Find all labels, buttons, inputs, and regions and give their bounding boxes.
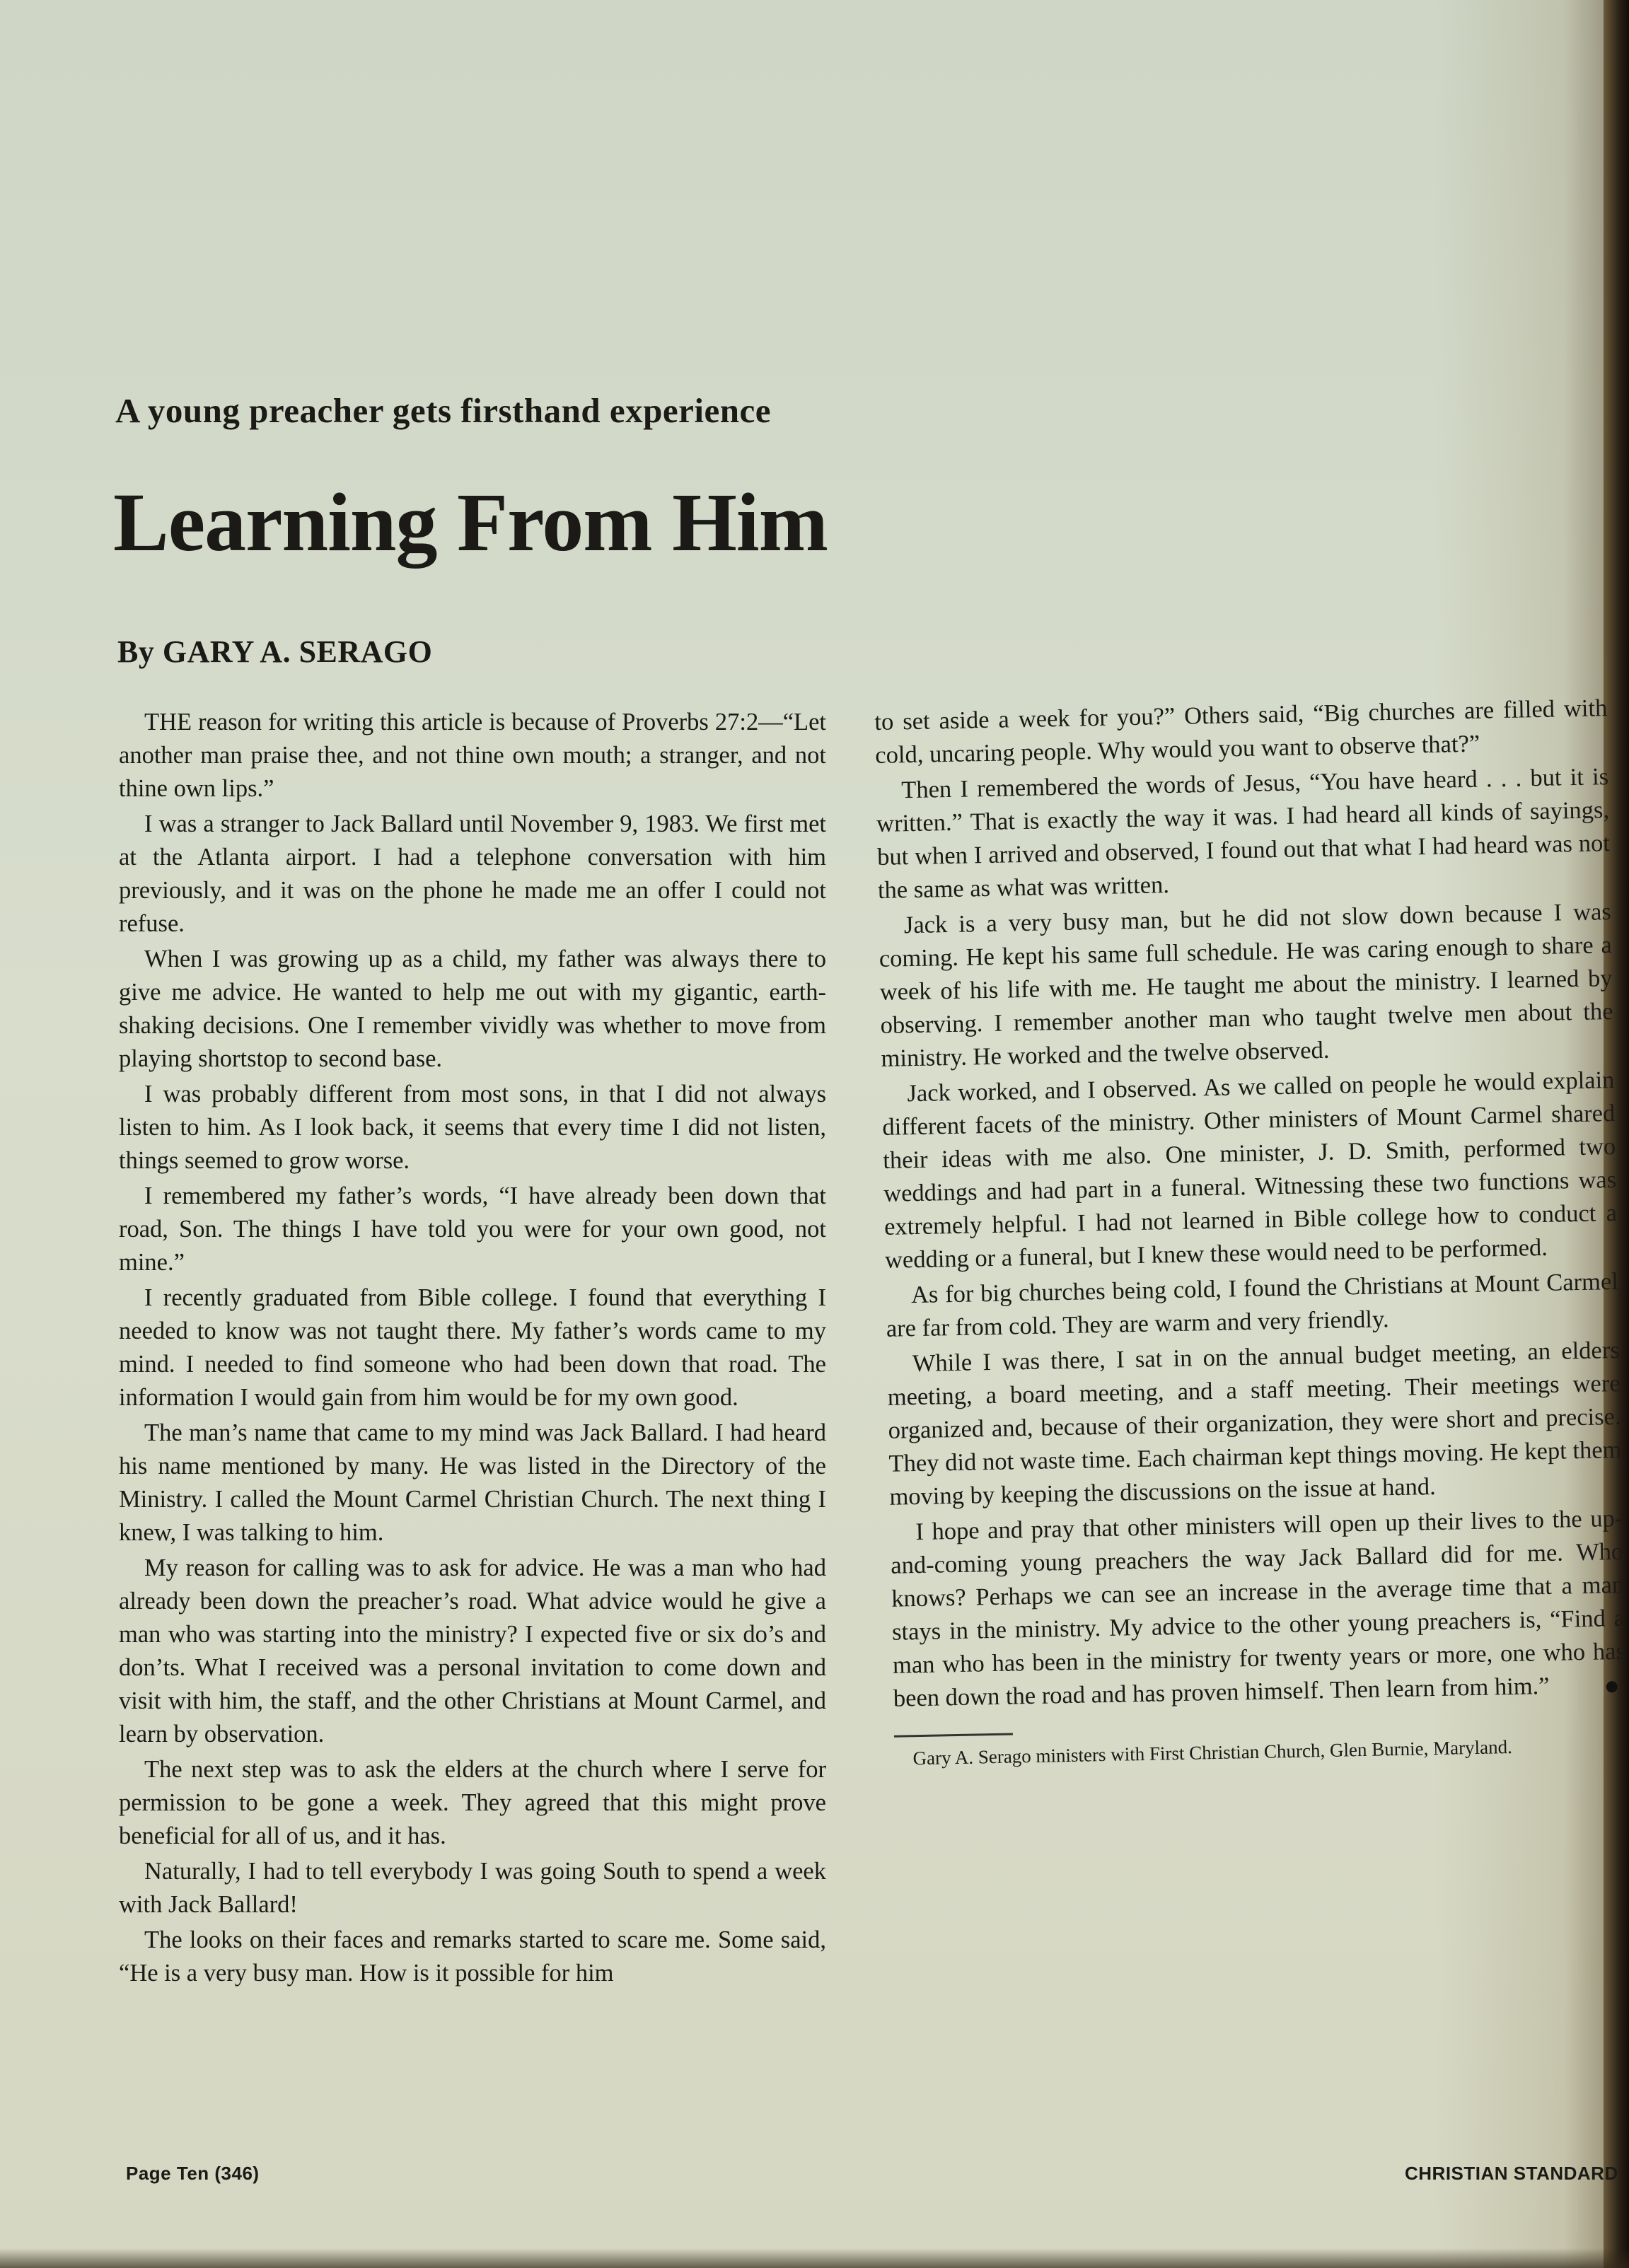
article-kicker: A young preacher gets firsthand experience	[115, 391, 771, 430]
paragraph: My reason for calling was to ask for advice. He was a man who had already been down the preacher’s road. What advice would he give a man who was starting into the ministry? I expected five or six do’s and don’ts. What I received was a personal invitation to come down and visit with him, the staff, and the other Christians at Mount Carmel, and learn by observation.	[119, 1554, 826, 1747]
magazine-name: CHRISTIAN STANDARD	[1405, 2163, 1618, 2184]
paragraph: When I was growing up as a child, my father was always there to give me advice. He wanted to help me out with my gigantic, earth-shaking decisions. One I remember vividly was whether to move from playing shortstop to second base.	[119, 946, 826, 1072]
paragraph: Jack is a very busy man, but he did not slow down because I was coming. He kept his same full schedule. He was caring enough to share a week of his life with me. He taught me about the ministry. I learned by observing. I remember another man who taught twelve men about the ministry. He worked and the twelve observed.	[879, 898, 1613, 1072]
end-of-article-bullet-icon	[1606, 1681, 1617, 1692]
paragraph: Naturally, I had to tell everybody I was going South to spend a week with Jack Ballard!	[119, 1858, 826, 1918]
author-note: Gary A. Serago ministers with First Christian Church, Glen Burnie, Maryland.	[912, 1735, 1513, 1769]
paragraph: I recently graduated from Bible college. I found that everything I needed to know was not taught there. My father’s words came to my mind. I needed to find someone who had been down that road. The information I would gain from him would be for my own good.	[119, 1284, 826, 1411]
footnote-rule	[894, 1733, 1013, 1738]
page-number: Page Ten (346)	[126, 2163, 260, 2184]
paragraph: While I was there, I sat in on the annual budget meeting, an elders meeting, a board meeting, and a staff meeting. Their meetings were organized and, because of their organization, they were short and precise. They did not waste time. Each chairman kept things moving. He kept them moving by keeping the discussions on the issue at hand.	[887, 1336, 1622, 1511]
page-bottom-edge	[0, 2248, 1629, 2268]
paragraph: I was probably different from most sons, in that I did not always listen to him. As I look back, it seems that every time I did not listen, things seemed to grow worse.	[119, 1081, 826, 1174]
paragraph: I was a stranger to Jack Ballard until November 9, 1983. We first met at the Atlanta airport. I had a telephone conversation with him previously, and it was on the phone he made me an offer I could not refuse.	[119, 810, 826, 937]
paragraph: The next step was to ask the elders at the church where I serve for permission to be gone a week. They agreed that this might prove beneficial for all of us, and it has.	[119, 1756, 826, 1849]
article-column-left	[119, 706, 826, 1992]
paragraph: to set aside a week for you?” Others said, “Big churches are filled with cold, uncaring people. Why would you want to observe that?”	[874, 694, 1608, 769]
article-title: Learning From Him	[113, 476, 828, 569]
article-byline: By GARY A. SERAGO	[117, 634, 433, 669]
paragraph: The man’s name that came to my mind was Jack Ballard. I had heard his name mentioned by many. He was listed in the Directory of the Ministry. I called the Mount Carmel Christian Church. The next thing I knew, I was talking to him.	[119, 1419, 826, 1546]
paragraph: The looks on their faces and remarks started to scare me. Some said, “He is a very busy man. How is it possible for him	[119, 1926, 826, 1987]
paragraph: As for big churches being cold, I found the Christians at Mount Carmel are far from cold. They are warm and very friendly.	[886, 1267, 1619, 1342]
article-column-right	[874, 692, 1628, 1774]
paragraph: THE reason for writing this article is because of Proverbs 27:2—“Let another man praise thee, and not thine own mouth; a stranger, and not thine own lips.”	[119, 709, 826, 802]
paragraph: Jack worked, and I observed. As we called on people he would explain different facets of the ministry. Other ministers of Mount Carmel shared their ideas with me also. One minister, J. D. Smith, performed two weddings and had part in a funeral. Witnessing these two functions was extremely helpful. I had not learned in Bible college how to conduct a wedding or a funeral, but I knew these would need to be performed.	[882, 1066, 1618, 1274]
paragraph: Then I remembered the words of Jesus, “You have heard . . . but it is written.” That is exactly the way it was. I had heard all kinds of sayings, but when I arrived and observed, I found out that what I had heard was not the same as what was written.	[876, 763, 1611, 904]
paragraph-final-text: I hope and pray that other ministers will open up their lives to the up-and-coming young preachers the way Jack Ballard did for me. Who knows? Perhaps we can see an increase in the average time that a man stays in the ministry. My advice to the other young preachers is, “Find a man who has been in the ministry for twenty years or more, one who has been down the road and has proven himself. Then learn from him.”	[890, 1504, 1626, 1712]
paragraph-final	[890, 1502, 1626, 1716]
paragraph: I remembered my father’s words, “I have already been down that road, Son. The things I have told you were for your own good, not mine.”	[119, 1182, 826, 1276]
